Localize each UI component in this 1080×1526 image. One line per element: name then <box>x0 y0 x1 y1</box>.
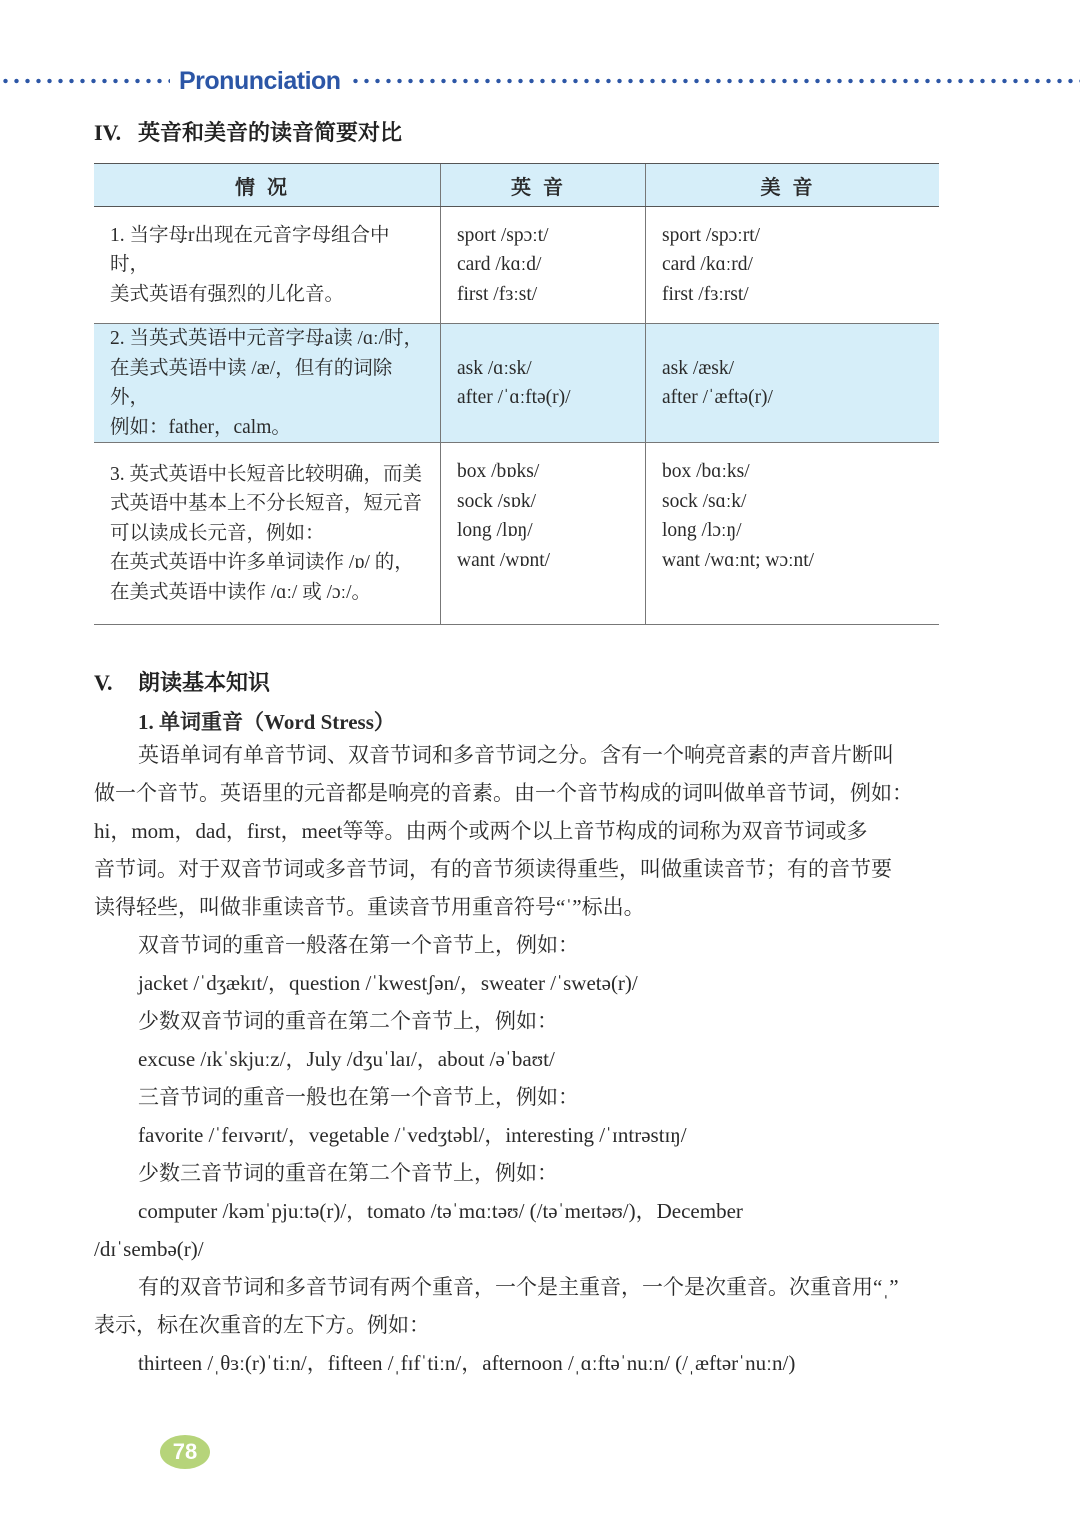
section-4-number: IV. <box>94 120 122 145</box>
header-british: 英音 <box>441 164 646 207</box>
american-cell <box>646 207 940 324</box>
british-cell <box>441 207 646 324</box>
cell-line: first /fɜːrst/ <box>662 283 749 305</box>
cell-line: ask /ɑːsk/ <box>457 357 532 379</box>
header-american: 美音 <box>646 164 940 207</box>
cell-line: first /fɜːst/ <box>457 283 538 305</box>
text-line: 少数双音节词的重音在第二个音节上，例如： <box>138 1009 558 1033</box>
cell-line: box /bɑːks/ <box>662 461 750 482</box>
header-dots-left <box>0 78 170 84</box>
header-situation: 情况 <box>94 164 441 207</box>
cell-line: sock /sɒk/ <box>457 490 536 512</box>
header-dots-right <box>350 78 1080 84</box>
situation-cell <box>94 324 441 443</box>
section-4-title: 英音和美音的读音简要对比 <box>138 120 403 145</box>
cell-line: want /wɑːnt; wɔːnt/ <box>662 549 815 571</box>
section-5-number: V. <box>94 670 113 695</box>
cell-line: 式英语中基本上不分长短音，短元音 <box>110 493 423 515</box>
comparison-table <box>94 163 939 625</box>
table-row <box>94 207 939 324</box>
cell-line: 2. 当英式英语中元音字母a读 /ɑː/时， <box>110 328 423 349</box>
section-5-heading <box>94 666 270 697</box>
header-title: Pronunciation <box>179 66 341 95</box>
cell-line: long /lɔːŋ/ <box>662 520 742 541</box>
cell-line: after /ˈɑːftə(r)/ <box>457 387 571 408</box>
text-line: 双音节词的重音一般落在第一个音节上，例如： <box>138 933 579 957</box>
british-cell <box>441 443 646 625</box>
text-line: 英语单词有单音节词、双音节词和多音节词之分。含有一个响亮音素的声音片断叫 <box>138 743 894 767</box>
example-line: jacket /ˈdʒækɪt/，question /ˈkwestʃən/，sweater /ˈswetə(r)/ <box>138 971 638 995</box>
text-line: 音节词。对于双音节词或多音节词，有的音节须读得重些，叫做重读音节；有的音节要 <box>94 857 892 881</box>
word-stress-subheading: 1. 单词重音（Word Stress） <box>138 710 395 734</box>
cell-line: ask /æsk/ <box>662 357 735 379</box>
cell-line: box /bɒks/ <box>457 461 540 482</box>
example-line: excuse /ɪkˈskjuːz/，July /dʒuˈlaɪ/，about /əˈbaʊt/ <box>138 1047 555 1071</box>
table-row <box>94 324 939 443</box>
cell-line: 美式英语有强烈的儿化音。 <box>110 283 345 305</box>
text-line: 表示，标在次重音的左下方。例如： <box>94 1313 430 1337</box>
cell-line: card /kɑːd/ <box>457 254 542 276</box>
text-line: 读得轻些，叫做非重读音节。重读音节用重音符号“ˈ”标出。 <box>94 895 645 919</box>
example-line: favorite /ˈfeɪvərɪt/，vegetable /ˈvedʒtəbl/，interesting /ˈɪntrəstɪŋ/ <box>138 1123 687 1147</box>
intro-paragraph <box>94 736 940 1382</box>
situation-cell <box>94 443 441 625</box>
cell-line: want /wɒnt/ <box>457 549 551 571</box>
example-line: computer /kəmˈpjuːtə(r)/，tomato /təˈmɑːtəʊ/ (/təˈmeɪtəʊ/)，December <box>138 1199 743 1223</box>
example-line: thirteen /ˌθɜː(r)ˈtiːn/，fifteen /ˌfɪfˈtiːn/，afternoon /ˌɑːftəˈnuːn/ (/ˌæftərˈnuːn/) <box>138 1351 796 1375</box>
british-cell <box>441 324 646 443</box>
american-cell <box>646 324 940 443</box>
text-line: 少数三音节词的重音在第二个音节上，例如： <box>138 1161 558 1185</box>
table-row <box>94 443 939 625</box>
section-4-heading <box>94 116 402 147</box>
cell-line: 1. 当字母r出现在元音字母组合中时， <box>110 224 390 276</box>
cell-line: 在美式英语中读 /æ/，但有的词除外， <box>110 357 393 408</box>
cell-line: sock /sɑːk/ <box>662 490 747 512</box>
cell-line: card /kɑːrd/ <box>662 254 753 276</box>
text-line: hi，mom，dad，first，meet等等。由两个或两个以上音节构成的词称为双音节词或多 <box>94 819 868 843</box>
cell-line: 例如：father，calm。 <box>110 416 291 438</box>
example-line: /dɪˈsembə(r)/ <box>94 1237 204 1261</box>
situation-cell <box>94 207 441 324</box>
cell-line: after /ˈæftə(r)/ <box>662 387 773 408</box>
text-line: 有的双音节词和多音节词有两个重音，一个是主重音，一个是次重音。次重音用“ˌ” <box>138 1275 899 1299</box>
cell-line: sport /spɔːrt/ <box>662 224 761 246</box>
cell-line: 在英式英语中许多单词读作 /ɒ/ 的， <box>110 552 414 574</box>
american-cell <box>646 443 940 625</box>
cell-line: 在美式英语中读作 /ɑː/ 或 /ɔː/。 <box>110 581 371 603</box>
cell-line: 3. 英式英语中长短音比较明确，而美 <box>110 463 423 485</box>
section-5-title: 朗读基本知识 <box>138 670 271 695</box>
cell-line: 可以读成长元音，例如： <box>110 522 325 544</box>
text-line: 做一个音节。英语里的元音都是响亮的音素。由一个音节构成的词叫做单音节词，例如： <box>94 781 913 805</box>
running-header <box>0 66 1080 96</box>
cell-line: sport /spɔːt/ <box>457 224 549 246</box>
text-line: 三音节词的重音一般也在第一个音节上，例如： <box>138 1085 579 1109</box>
table-header-row <box>94 164 939 207</box>
page-number: 78 <box>160 1435 210 1469</box>
cell-line: long /lɒŋ/ <box>457 520 533 541</box>
